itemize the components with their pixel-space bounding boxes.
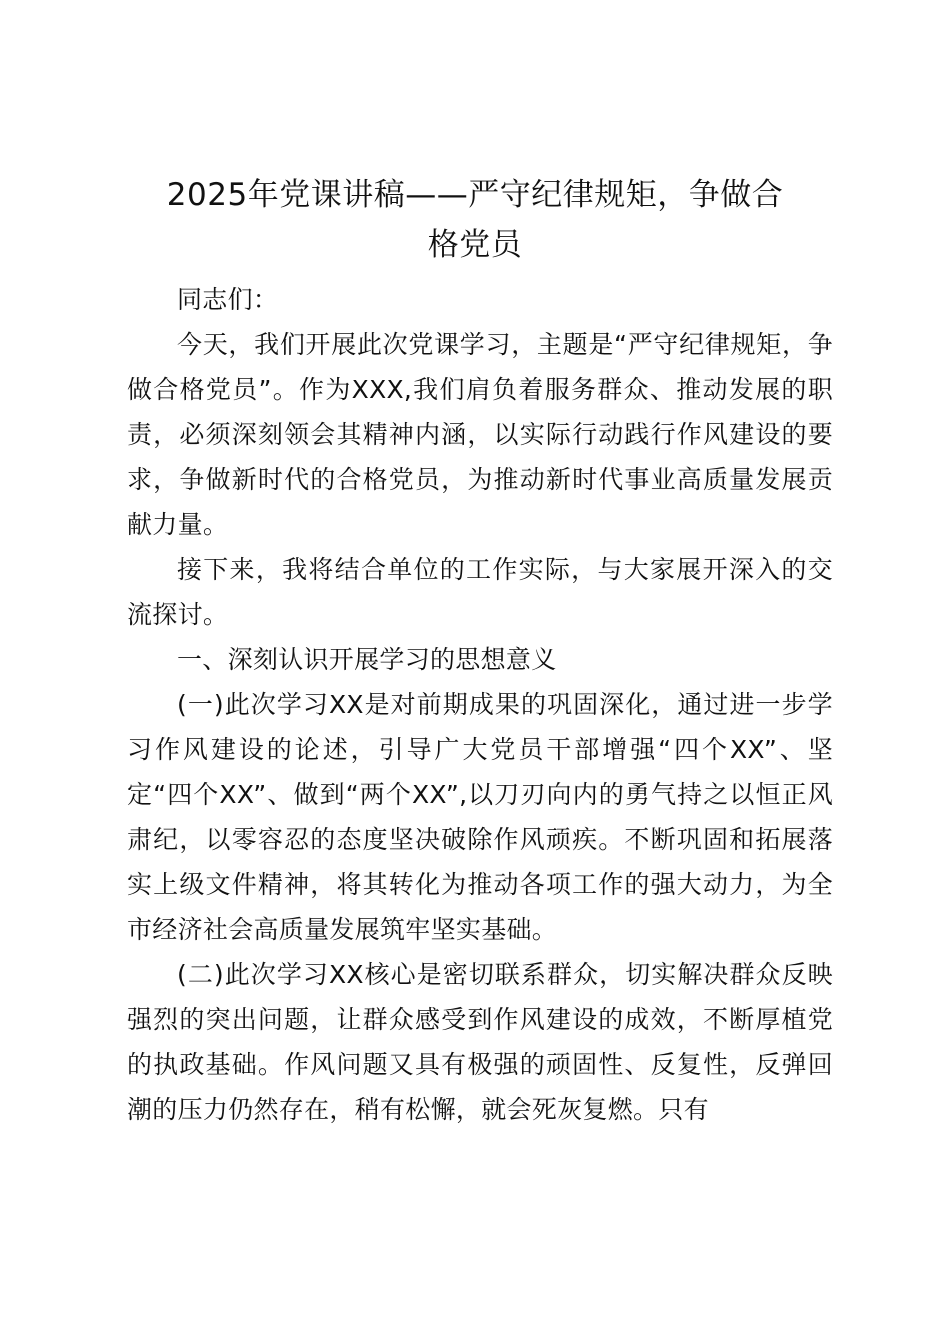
title-line-1: 2025年党课讲稿——严守纪律规矩，争做合 bbox=[166, 177, 784, 213]
salutation: 同志们： bbox=[177, 285, 279, 314]
section-heading: 一、深刻认识开展学习的思想意义 bbox=[177, 645, 557, 674]
sub-paragraph-2: (二)此次学习XX核心是密切联系群众，切实解决群众反映强烈的突出问题，让群众感受到作风建设的成效，不断厚植党的执政基础。作风问题又具有极强的顽固性、反复性，反弹回潮的压力仍然存在，稍有松懈，就会死灰复燃。只有 bbox=[127, 960, 833, 1124]
sub-paragraph-1: (一)此次学习XX是对前期成果的巩固深化，通过进一步学习作风建设的论述，引导广大党员干部增强“四个XX”、坚定“四个XX”、做到“两个XX”,以刀刃向内的勇气持之以恒正风肃纪，以零容忍的态度坚决破除作风顽疾。不断巩固和拓展落实上级文件精神，将其转化为推动各项工作的强大动力，为全市经济社会高质量发展筑牢坚实基础。 bbox=[127, 690, 833, 944]
title-line-2: 格党员 bbox=[427, 227, 523, 263]
intro-paragraph: 今天，我们开展此次党课学习，主题是“严守纪律规矩，争做合格党员”。作为XXX,我们肩负着服务群众、推动发展的职责，必须深刻领会其精神内涵，以实际行动践行作风建设的要求，争做新时代的合格党员，为推动新时代事业高质量发展贡献力量。 bbox=[127, 330, 833, 539]
document-body bbox=[127, 277, 833, 1132]
document-title bbox=[120, 170, 830, 270]
transition-paragraph: 接下来，我将结合单位的工作实际，与大家展开深入的交流探讨。 bbox=[127, 555, 833, 629]
